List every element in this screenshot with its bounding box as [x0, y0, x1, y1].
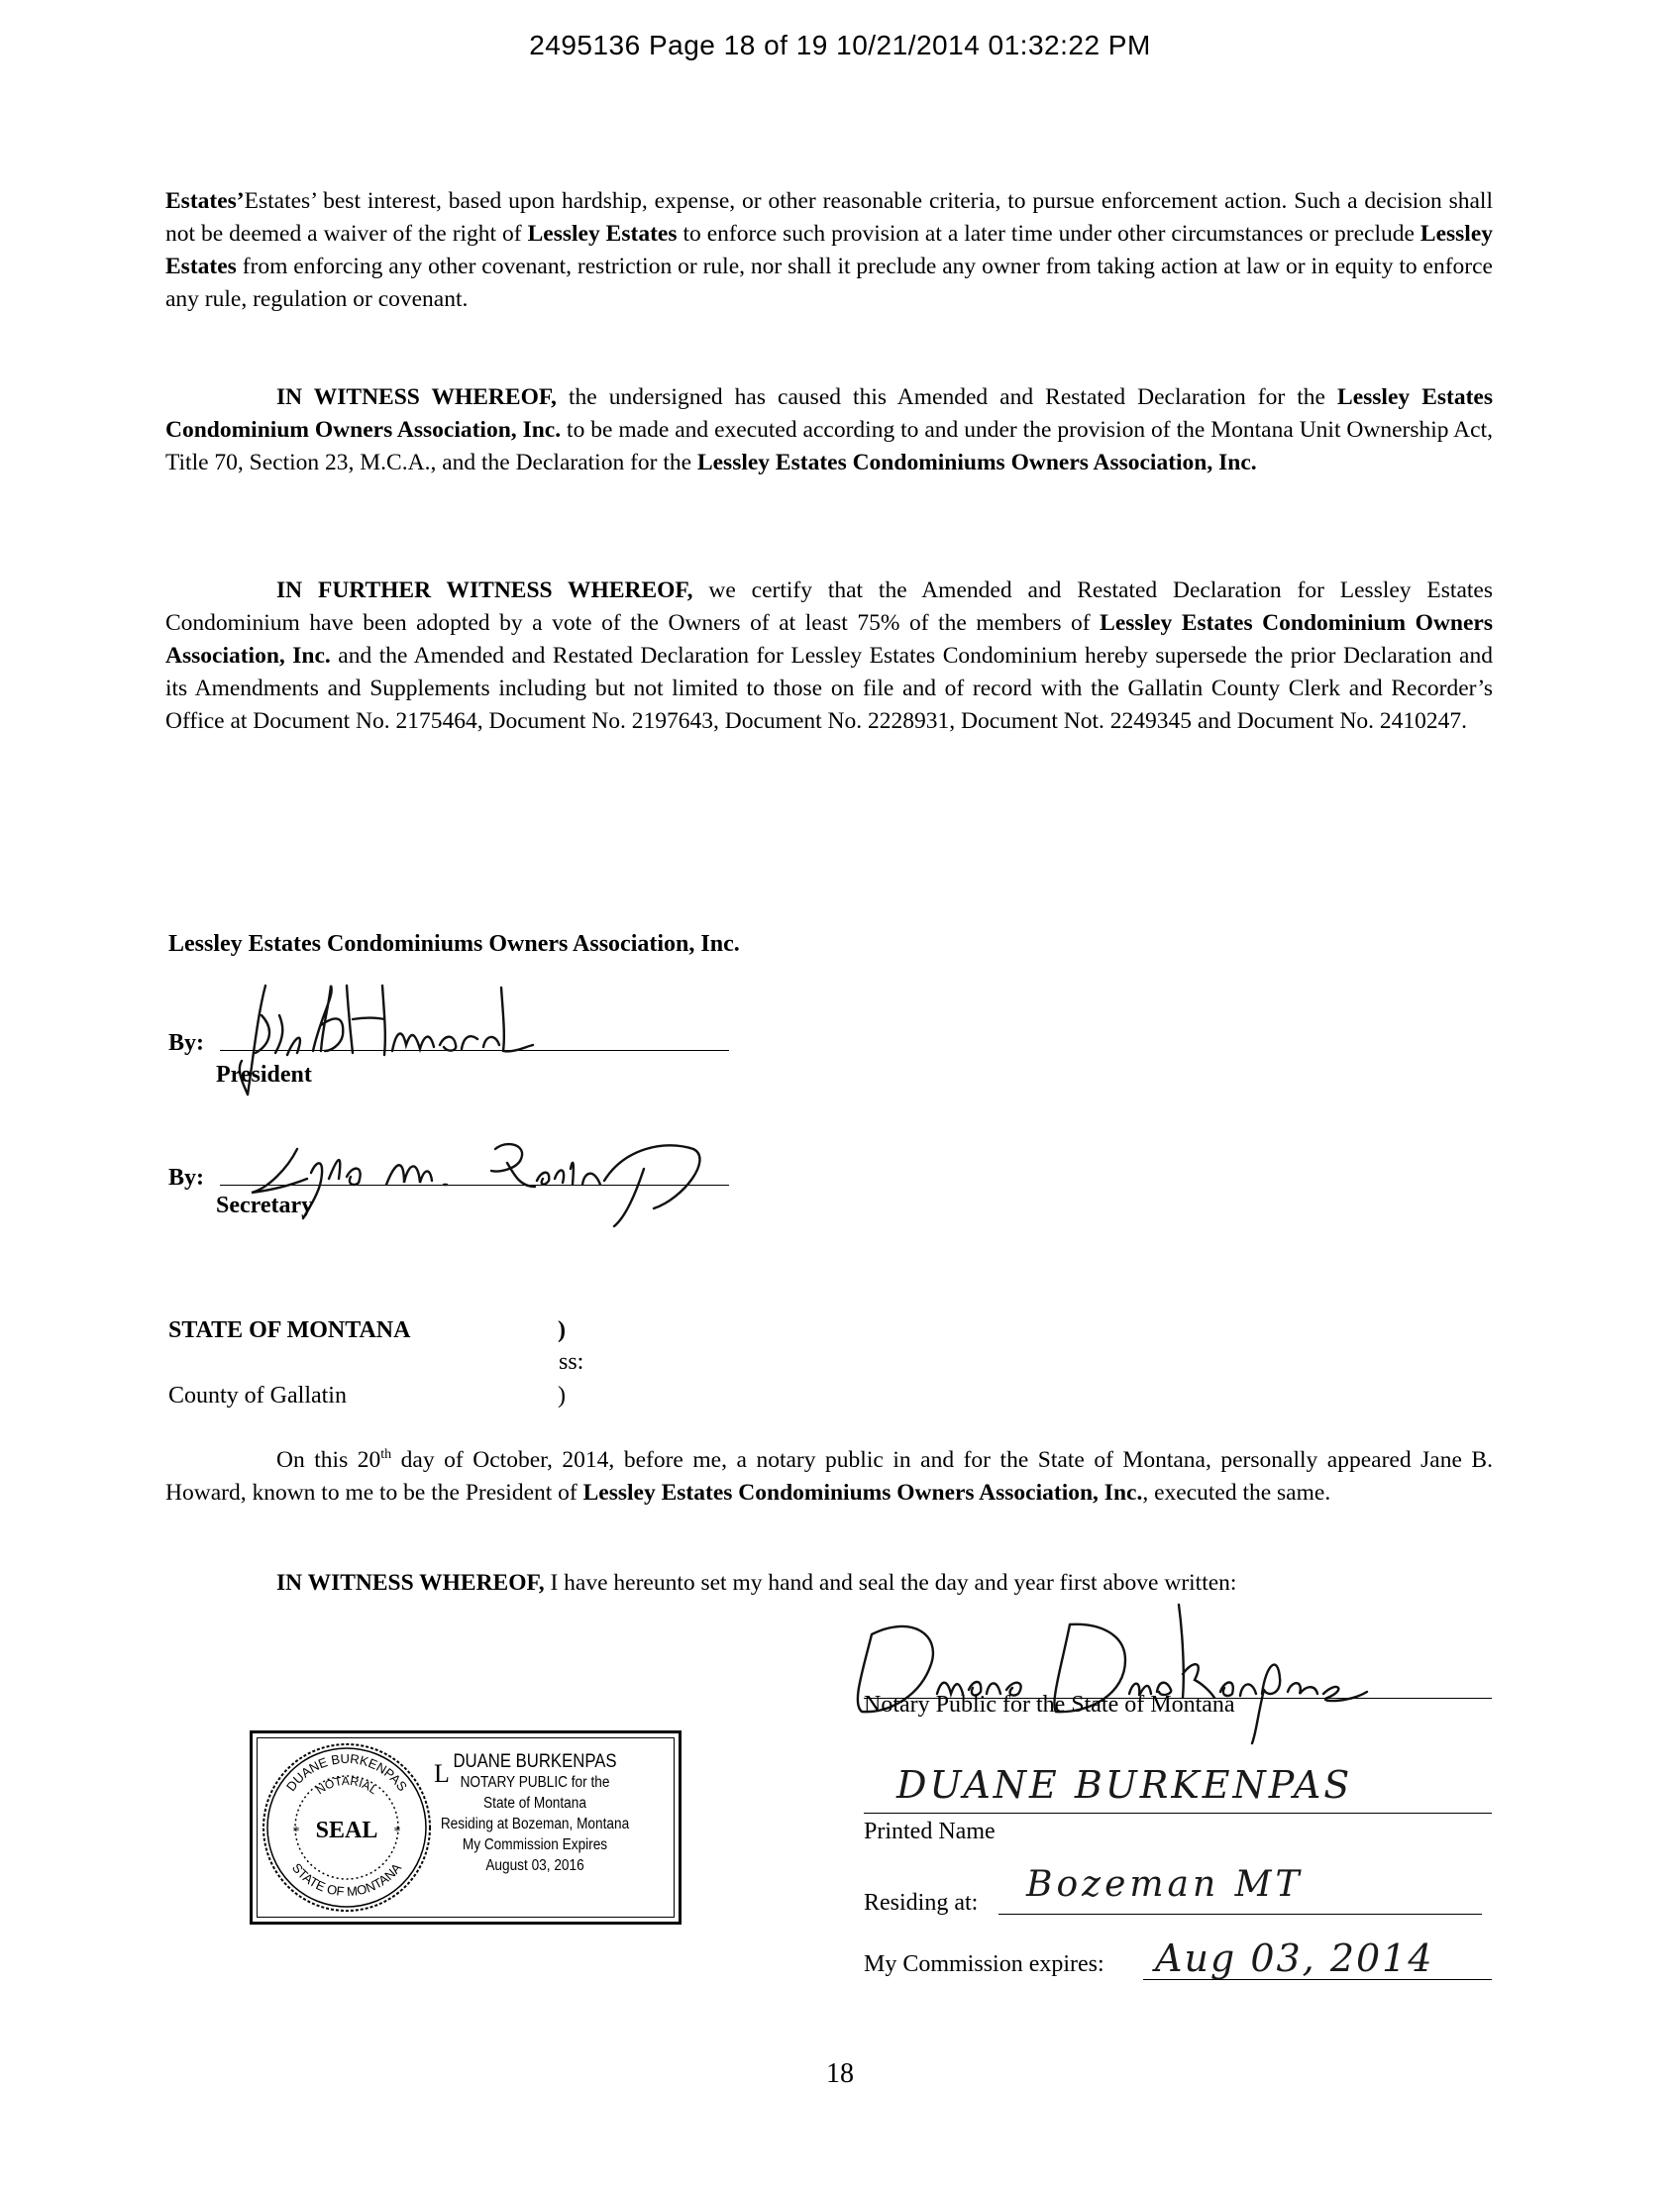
notary-public-label: Notary Public for the State of Montana — [864, 1692, 1235, 1718]
venue-county: County of Gallatin — [168, 1383, 347, 1409]
president-title: President — [216, 1062, 312, 1088]
p2-text-2: to be made and executed according to and under the provision of the Montana Unit Ownership Act, Title 70, Section 23, M.C.A., and the Declaration for the — [165, 417, 1493, 475]
paragraph-witness-whereof — [165, 381, 1493, 479]
p3-text-1: we certify that the Amended and Restated Declaration for Lessley Estates Condominium have been adopted by a vote of the Owners of at least 75% of the members of — [165, 577, 1493, 636]
p1-text-3: from enforcing any other covenant, restriction or rule, nor shall it preclude any owner from taking action at law or in equity to enforce any rule, regulation or covenant. — [165, 254, 1493, 312]
seal-line-4: My Commission Expires — [462, 1836, 608, 1853]
page-number: 18 — [826, 2058, 854, 2089]
p1-bold-1: Lessley Estates — [527, 221, 678, 247]
ack-ordinal: th — [380, 1447, 392, 1462]
seal-center-text: SEAL — [315, 1818, 378, 1843]
seal-ring-bottom-text: STATE OF MONTANA — [288, 1860, 405, 1900]
p1-text-1: Estates’ best interest, based upon hardship, expense, or other reasonable criteria, to pursue enforcement action. Such a decision shall not be deemed a waiver of the right of — [165, 188, 1493, 247]
association-name: Lessley Estates Condominiums Owners Association, Inc. — [168, 931, 740, 957]
svg-text:*: * — [292, 1825, 300, 1839]
close-text-1: I have hereunto set my hand and seal the day and year first above written: — [544, 1570, 1237, 1596]
paragraph-enforcement — [165, 185, 1493, 316]
estates-lead: Estates’ — [165, 188, 245, 214]
paragraph-further-witness — [165, 575, 1493, 738]
seal-line-5: August 03, 2016 — [485, 1857, 584, 1874]
seal-line-1: NOTARY PUBLIC for the — [460, 1774, 610, 1791]
venue-state: STATE OF MONTANA — [168, 1317, 411, 1343]
close-bold-1: IN WITNESS WHEREOF, — [276, 1570, 545, 1596]
seal-line-2: State of Montana — [483, 1795, 586, 1812]
printed-name-value: DUANE BURKENPAS — [896, 1763, 1353, 1807]
recording-stamp: 2495136 Page 18 of 19 10/21/2014 01:32:22 PM — [529, 30, 1151, 60]
venue-paren-open: ) — [558, 1317, 566, 1343]
venue-paren-close: ) — [558, 1383, 566, 1409]
acknowledgment-paragraph — [165, 1438, 1493, 1510]
seal-notarial-text: NOTARIAL — [313, 1773, 380, 1798]
seal-line-3: Residing at Bozeman, Montana — [440, 1816, 630, 1832]
seal-overlap-letter: L — [434, 1759, 450, 1788]
printed-name-label: Printed Name — [864, 1819, 996, 1844]
p2-bold-2: Lessley Estates Condominium Owners Association, Inc. — [165, 384, 1493, 443]
p2-bold-1: IN WITNESS WHEREOF, — [276, 384, 557, 410]
residing-label: Residing at: — [864, 1890, 979, 1916]
p2-text-1: the undersigned has caused this Amended and Restated Declaration for the — [556, 384, 1338, 410]
commission-label: My Commission expires: — [864, 1951, 1104, 1977]
commission-value: Aug 03, 2014 — [1155, 1936, 1434, 1980]
venue-ss: ss: — [559, 1349, 584, 1375]
p3-bold-2: Lessley Estates Condominium Owners Association, Inc. — [165, 610, 1493, 669]
p1-bold-2: Lessley Estates — [165, 221, 1493, 279]
ack-bold-1: Lessley Estates Condominiums Owners Association, Inc. — [582, 1479, 1143, 1506]
notary-seal-stamp — [250, 1730, 682, 1925]
secretary-title: Secretary — [216, 1193, 314, 1218]
ack-text-2: day of October, 2014, before me, a notary public in and for the State of Montana, personally appeared Jane B. Howard, known to me to be the President of — [165, 1446, 1493, 1506]
by-label-secretary: By: — [168, 1165, 204, 1191]
svg-text:*: * — [393, 1825, 401, 1839]
ack-text-1: On this 20 — [276, 1446, 381, 1473]
seal-text-block — [426, 1751, 644, 1876]
commission-line — [1143, 1979, 1492, 1980]
notary-signature-mark — [852, 1595, 1407, 1743]
residing-line — [998, 1914, 1482, 1915]
seal-ring-top-text: DUANE BURKENPAS — [283, 1750, 411, 1795]
ack-text-3: , executed the same. — [1142, 1479, 1331, 1506]
printed-name-line — [864, 1813, 1492, 1814]
p3-text-2: and the Amended and Restated Declaration for Lessley Estates Condominium hereby supersede the prior Declaration and its Amendments and Supplements including but not limited to those on file and of record with the Gallatin County Clerk and Recorder’s Office at Document No. 2175464, Document No. 2197643, Document No. 2228931, Document Not. 2249345 and Document No. 2410247. — [165, 643, 1493, 734]
seal-name: DUANE BURKENPAS — [453, 1751, 617, 1772]
notary-seal-ring — [261, 1741, 433, 1914]
secretary-signature-mark — [248, 1129, 733, 1228]
residing-value: Bozeman MT — [1026, 1864, 1304, 1905]
p1-text-2: to enforce such provision at a later time under other circumstances or preclude — [677, 221, 1420, 247]
p2-bold-3: Lessley Estates Condominiums Owners Association, Inc. — [696, 450, 1257, 475]
by-label-president: By: — [168, 1030, 204, 1056]
svg-text:NOTARIAL — [313, 1774, 380, 1797]
p3-bold-1: IN FURTHER WITNESS WHEREOF, — [276, 577, 693, 603]
